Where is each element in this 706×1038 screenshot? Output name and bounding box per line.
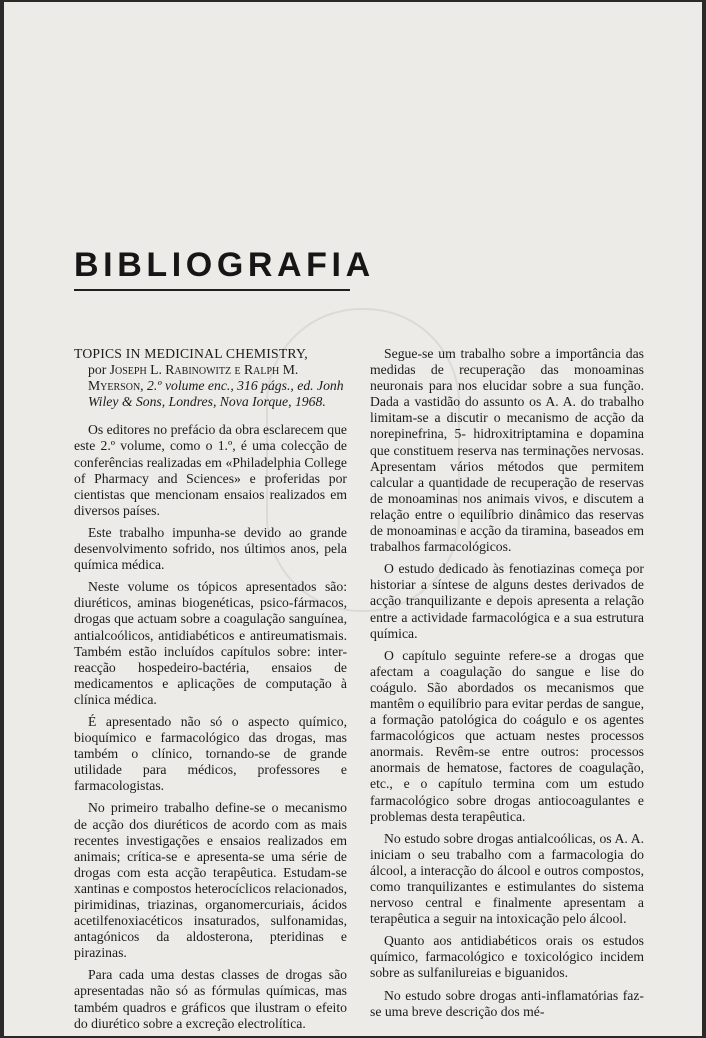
- right-paragraph: No estudo sobre drogas anti-inflamatórias faz-se uma breve descrição dos mé-: [370, 987, 644, 1019]
- right-paragraph: O estudo dedicado às fenotiazinas começa por historiar a síntese de alguns destes derivados de acção tranquilizante e depois apresenta a relação entre a actividade farmacológica e a sua estrutura química.: [370, 561, 644, 641]
- book-title: TOPICS IN MEDICINAL CHEMISTRY,: [74, 346, 308, 361]
- left-paragraph: Neste volume os tópicos apresentados são: diuréticos, aminas biogenéticas, psico-fármacos, drogas que actuam sobre a coagulação sanguínea, antialcoólicos, antidiabéticos e antireumatismais. Também estão incluídos capítulos sobre: inter-reacção hospedeiro-bactéria, ensaios de medicamentos e aplicações de computação à clínica médica.: [74, 579, 347, 707]
- heading-underline: [74, 289, 350, 291]
- left-paragraph: Os editores no prefácio da obra esclarecem que este 2.º volume, como o 1.º, é uma colecção de conferências realizadas em «Philadelphia College of Pharmacy and Sciences» e proferidas por cientistas que mencionam ensaios realizados em diversos países.: [74, 422, 347, 518]
- left-column: [74, 346, 347, 1032]
- review-citation: [74, 346, 347, 410]
- right-paragraph: O capítulo seguinte refere-se a drogas que afectam a coagulação do sangue e lise do coágulo. São abordados os mecanismos que mantêm o equilíbrio para evitar perdas de sangue, a formação patológica do coágulo e os agentes farmacológicos que actuam nestes processos anormais. Revêm-se entre outros: processos anormais de hematose, factores de coagulação, etc., e o capítulo termina com um estudo farmacológico sobre drogas antiocoagulantes e problemas desta terapêutica.: [370, 647, 644, 824]
- document-page: [4, 2, 702, 1036]
- book-authors: Joseph L. Rabinowitz e Ralph M. Myerson,: [88, 362, 299, 394]
- book-details: 2.º volume enc., 316 págs., ed. Jonh Wiley & Sons, Londres, Nova Iorque, 1968.: [88, 378, 344, 410]
- section-heading: BIBLIOGRAFIA: [74, 246, 375, 284]
- left-paragraph: No primeiro trabalho define-se o mecanismo de acção dos diuréticos de acordo com as mais recentes investigações e ensaios realizados em animais; crítica-se e apresenta-se uma série de drogas com esta acção terapêutica. Estudam-se xantinas e compostos heterocíclicos relacionados, pirimidinas, triazinas, organomercuriais, ácidos acetilfenoxiacéticos insaturados, sulfonamidas, antagónicos da aldosterona, pteridinas e pirazinas.: [74, 800, 347, 961]
- left-paragraph: Para cada uma destas classes de drogas são apresentadas não só as fórmulas químicas, mas também quadros e gráficos que ilustram o efeito do diurético sobre a excreção electrolítica.: [74, 967, 347, 1031]
- by-line-prefix: por: [88, 362, 107, 378]
- right-paragraph: Quanto aos antidiabéticos orais os estudos químico, farmacológico e toxicológico incidem sobre as sulfanilureias e biguanidos.: [370, 933, 644, 981]
- right-paragraph: Segue-se um trabalho sobre a importância das medidas de recuperação das monoaminas neuronais para nos elucidar sobre a sua função. Dada a vastidão do assunto os A. A. do trabalho limitam-se a discutir o mecanismo de acção da norepinefrina, 5- hidroxitriptamina e dopamina que constituem reserva nas terminações nervosas. Apresentam vários métodos que permitem calcular a quantidade de recuperação de reservas de monoaminas nos animais vivos, e discutem a relação entre o equilíbrio dinâmico das reservas de monoaminas e acção da tiramina, baseados em trabalhos farmacológicos.: [370, 346, 644, 555]
- right-paragraph: No estudo sobre drogas antialcoólicas, os A. A. iniciam o seu trabalho com a farmacologia do álcool, a interacção do álcool e outros compostos, como tranquilizantes e estimulantes do sistema nervoso central e finalmente apresentam a terapêutica a seguir na intoxicação pelo álcool.: [370, 830, 644, 927]
- left-paragraph: Este trabalho impunha-se devido ao grande desenvolvimento sofrido, nos últimos anos, pela química médica.: [74, 524, 347, 573]
- left-paragraph: É apresentado não só o aspecto químico, bioquímico e farmacológico das drogas, mas também o clínico, tornando-se de grande utilidade para médicos, professores e farmacologistas.: [74, 713, 347, 794]
- citation-details: [74, 362, 347, 410]
- right-column: [370, 346, 644, 1020]
